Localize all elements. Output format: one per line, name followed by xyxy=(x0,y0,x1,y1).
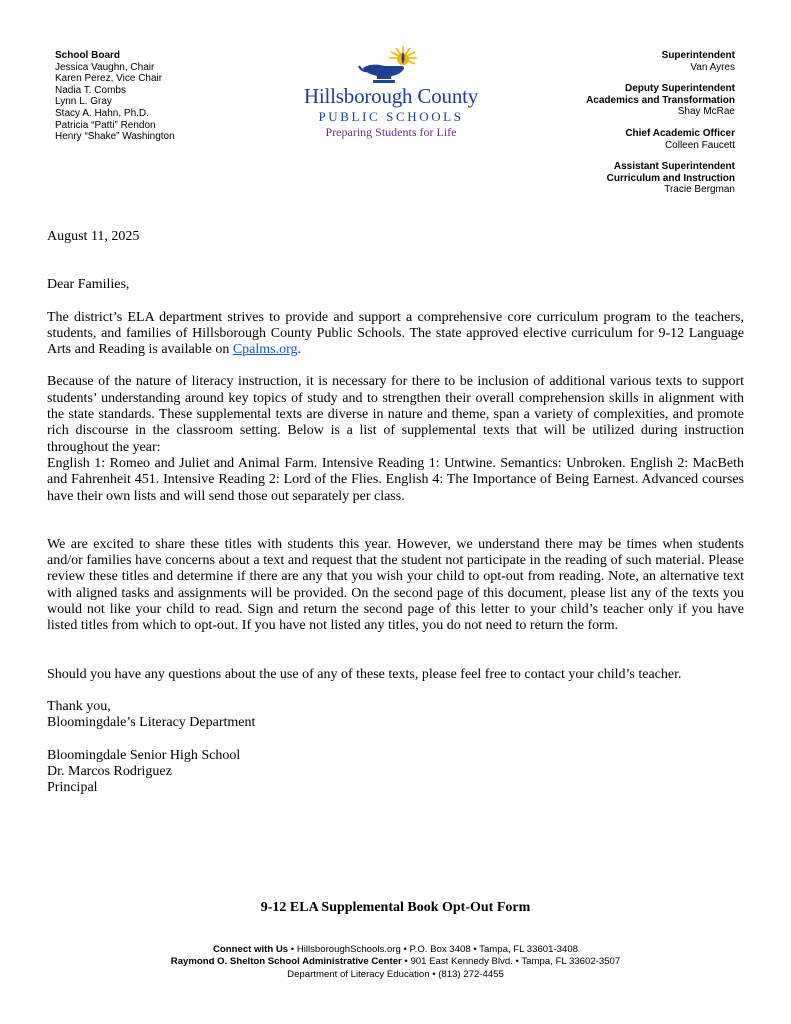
admin-name: Tracie Bergman xyxy=(664,184,735,196)
paragraph-supplemental-texts: Because of the nature of literacy instruction, it is necessary for there to be inclusion of additional various texts to support students’ understanding around key topics of study and to strengthen their overall comprehension skills in alignment with the state standards. These supplemental texts are diverse in nature and theme, span a variety of complexities, and promote rich discourse in the classroom setting. Below is a list of supplemental texts that will be utilized during instruction throughout the year: xyxy=(47,374,744,455)
admin-title: Deputy Superintendent xyxy=(624,83,735,95)
footer-bold: Connect with Us xyxy=(212,944,289,955)
admin-title: Assistant Superintendent xyxy=(613,161,735,173)
cpalms-link[interactable]: Cpalms.org xyxy=(232,342,298,358)
admin-title: Chief Academic Officer xyxy=(625,127,735,139)
logo-name: Hillsborough County xyxy=(303,84,479,108)
letter-principal-name: Dr. Marcos Rodriguez xyxy=(47,763,172,779)
administration-list xyxy=(586,50,735,206)
district-logo xyxy=(285,44,497,140)
letter-department: Bloomingdale’s Literacy Department xyxy=(47,715,256,731)
paragraph-opt-out: We are excited to share these titles with students this year. However, we understand there may be times when students and/or families have concerns about a text and request that the student not participate in the reading of such material. Please review these titles and determine if there are any that you wish your child to opt-out from reading. Note, an alternative text with aligned tasks and assignments will be provided. On the second page of this document, please list any of the texts you would not like your child to read. Sign and return the second page of this letter to your child’s teacher only if you have listed titles from which to opt-out. If you have not listed any titles, you do not need to return the form. xyxy=(47,536,744,634)
admin-superintendent xyxy=(586,50,735,73)
footer-line-2 xyxy=(0,956,791,968)
paragraph-questions: Should you have any questions about the use of any of these texts, please feel free to contact your child’s teacher. xyxy=(47,666,682,682)
letter-body xyxy=(47,229,744,796)
letterhead-footer xyxy=(0,944,791,981)
board-member: Jessica Vaughn, Chair xyxy=(55,61,155,73)
school-board-heading: School Board xyxy=(55,50,121,61)
admin-name: Shay McRae xyxy=(677,106,735,118)
form-title: 9-12 ELA Supplemental Book Opt-Out Form xyxy=(260,900,531,915)
letter-principal-title: Principal xyxy=(47,780,98,796)
admin-title: Superintendent xyxy=(661,50,735,61)
board-member: Patricia “Patti” Rendon xyxy=(55,119,156,131)
admin-deputy-superintendent xyxy=(586,83,735,118)
logo-tagline: Preparing Students for Life xyxy=(325,125,457,139)
lamp-icon xyxy=(355,44,427,86)
letter-date: August 11, 2025 xyxy=(47,229,140,244)
paragraph-text: The district’s ELA department strives to provide and support a comprehensive core curriculum program to the teachers, students, and families of Hillsborough County Public Schools. The state approved elective curriculum for 9-12 Language Arts and Reading is available on xyxy=(47,309,744,358)
footer-line-3: Department of Literacy Education • (813) 272-4455 xyxy=(287,968,504,980)
paragraph-text: . xyxy=(297,342,302,358)
letter-closing: Thank you, xyxy=(47,698,111,714)
board-member: Karen Perez, Vice Chair xyxy=(55,73,163,85)
board-member: Stacy A. Hahn, Ph.D. xyxy=(55,107,149,119)
school-board-list xyxy=(55,50,175,143)
footer-text: • 901 East Kennedy Blvd. • Tampa, FL 33602-3507 xyxy=(401,956,621,968)
logo-subname: PUBLIC SCHOOLS xyxy=(318,109,464,124)
board-member: Henry “Shake” Washington xyxy=(55,131,175,143)
admin-name: Van Ayres xyxy=(690,61,735,73)
paragraph-curriculum xyxy=(47,310,744,359)
admin-title-line2: Curriculum and Instruction xyxy=(606,172,735,184)
admin-assistant-superintendent xyxy=(586,161,735,196)
letter-school: Bloomingdale Senior High School xyxy=(47,747,241,763)
admin-chief-academic-officer xyxy=(586,128,735,151)
letter-salutation: Dear Families, xyxy=(47,277,130,293)
board-member: Lynn L. Gray xyxy=(55,96,112,108)
footer-text: • HillsboroughSchools.org • P.O. Box 3408 • Tampa, FL 33601-3408 xyxy=(288,944,579,955)
footer-bold: Raymond O. Shelton School Administrative Center xyxy=(170,956,402,968)
paragraph-book-list: English 1: Romeo and Juliet and Animal Farm. Intensive Reading 1: Untwine. Semantics: Unbroken. English 2: MacBeth and Fahrenheit 451. Intensive Reading 2: Lord of the Flies. English 4: The Importance of Being Earnest. Advanced courses have their own lists and will send those out separately per class. xyxy=(47,455,744,504)
admin-name: Colleen Faucett xyxy=(664,139,735,151)
admin-title-line2: Academics and Transformation xyxy=(586,94,735,106)
board-member: Nadia T. Combs xyxy=(55,84,126,96)
footer-line-1 xyxy=(0,944,791,956)
